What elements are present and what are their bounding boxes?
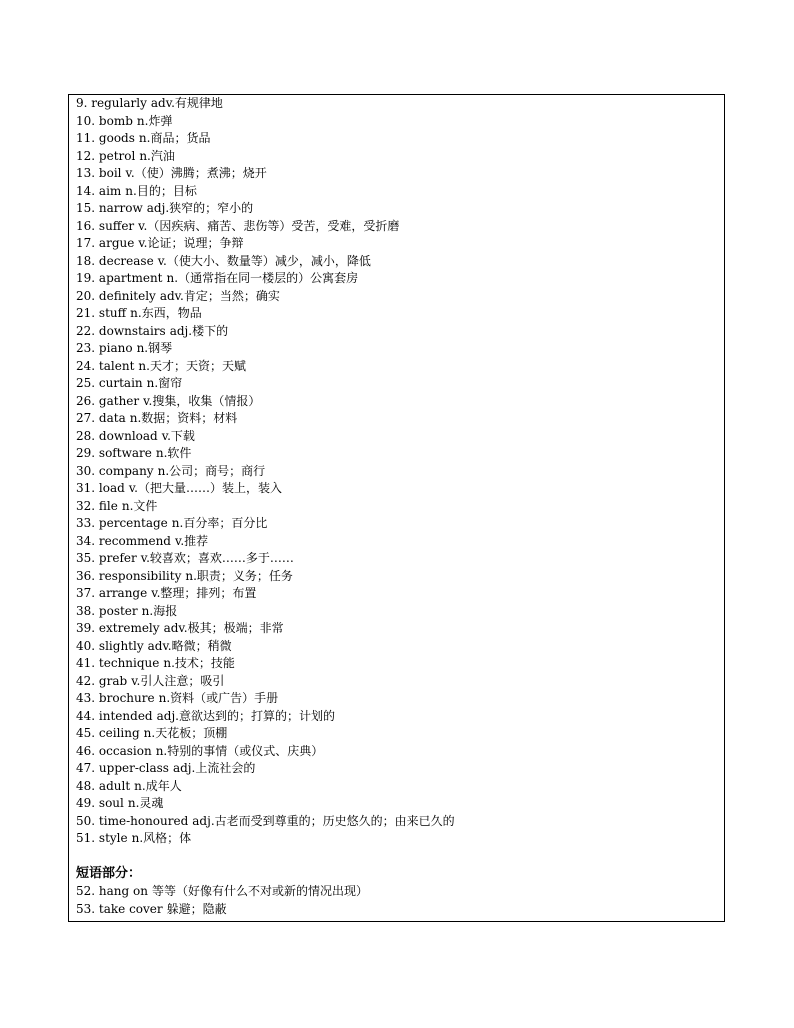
vocab-item-number: 16. — [76, 218, 96, 233]
vocab-item-definition: 文件 — [133, 498, 158, 513]
vocab-item-term: bomb — [98, 113, 133, 128]
vocab-item — [76, 323, 724, 341]
vocab-item — [76, 305, 724, 323]
vocab-item-part-of-speech: v. — [157, 253, 167, 268]
vocab-item-part-of-speech: n. — [139, 148, 151, 163]
vocab-item-term: curtain — [98, 376, 143, 390]
vocab-item-definition: 上流社会的 — [195, 761, 256, 775]
vocab-item-number: 45. — [76, 726, 96, 740]
phrases-section-title: 短语部分： — [76, 866, 142, 881]
vocab-item-definition: 天花板；顶棚 — [155, 726, 228, 740]
vocab-item-definition: 目的；目标 — [136, 183, 197, 198]
vocab-item-part-of-speech: adj. — [172, 761, 196, 775]
vocab-item-number: 33. — [76, 516, 96, 530]
vocabulary-list — [76, 95, 724, 848]
vocab-item-definition: 数据；资料；材料 — [141, 411, 238, 425]
phrase-item-term: take cover — [98, 901, 163, 916]
vocab-item-number: 17. — [76, 236, 96, 250]
vocab-item-part-of-speech: n. — [155, 743, 168, 758]
vocab-item-number: 36. — [76, 568, 96, 583]
vocab-item — [76, 533, 724, 551]
vocab-item-definition: 海报 — [153, 603, 178, 618]
vocab-item-term: goods — [98, 131, 135, 145]
vocab-item-part-of-speech: adv. — [163, 621, 188, 635]
vocab-item-part-of-speech: adj. — [156, 708, 179, 723]
vocab-item-number: 19. — [76, 271, 96, 285]
vocab-item-number: 11. — [76, 131, 96, 145]
vocab-item-number: 14. — [76, 183, 96, 198]
phrase-item-term: hang on — [98, 884, 148, 898]
vocab-item-number: 15. — [76, 201, 96, 215]
vocab-item-number: 51. — [76, 831, 96, 845]
vocab-item-definition: 意欲达到的；打算的；计划的 — [178, 708, 335, 723]
vocab-item-definition: 天才；天资；天赋 — [149, 358, 246, 373]
vocab-item-part-of-speech: v. — [128, 481, 138, 495]
vocab-item-term: soul — [98, 796, 124, 810]
vocab-item-number: 31. — [76, 481, 96, 495]
vocab-item-term: gather — [98, 393, 140, 408]
vocab-item-part-of-speech: v. — [140, 551, 150, 565]
vocab-item — [76, 498, 724, 516]
vocab-item-part-of-speech: v. — [151, 586, 161, 600]
vocab-item — [76, 760, 724, 778]
vocab-item-term: file — [98, 498, 118, 513]
vocab-item-term: grab — [98, 673, 128, 688]
vocab-item — [76, 165, 724, 183]
vocab-item-definition: 技术；技能 — [174, 656, 235, 670]
vocab-item-part-of-speech: adv. — [159, 288, 184, 303]
vocab-item — [76, 148, 724, 166]
vocab-item-definition: 推荐 — [184, 533, 209, 548]
vocab-item-number: 20. — [76, 288, 96, 303]
vocab-item-part-of-speech: n. — [157, 463, 170, 478]
phrase-item-number: 53. — [76, 901, 96, 916]
vocab-item — [76, 743, 724, 761]
vocab-item — [76, 130, 724, 148]
vocab-item-term: technique — [98, 656, 160, 670]
vocab-item-definition: （使）沸腾；煮沸；烧开 — [134, 166, 267, 180]
vocab-item-term: data — [98, 411, 126, 425]
vocab-item — [76, 200, 724, 218]
vocab-item-term: suffer — [98, 218, 135, 233]
vocab-item-definition: 百分率；百分比 — [183, 516, 268, 530]
vocab-item — [76, 515, 724, 533]
vocab-item-number: 50. — [76, 813, 96, 828]
section-gap — [76, 848, 724, 866]
vocab-item-definition: 较喜欢；喜欢……多于…… — [149, 551, 294, 565]
vocab-item-definition: 职责；义务；任务 — [196, 568, 293, 583]
vocab-item-number: 23. — [76, 341, 96, 355]
vocab-item-part-of-speech: n. — [136, 113, 149, 128]
vocab-item-definition: 略微；稍微 — [171, 638, 232, 653]
vocab-item — [76, 375, 724, 393]
vocab-item-part-of-speech: n. — [155, 446, 168, 460]
vocab-item — [76, 813, 724, 831]
vocab-item-part-of-speech: n. — [129, 411, 142, 425]
vocab-item-number: 47. — [76, 761, 96, 775]
vocab-item-number: 13. — [76, 166, 96, 180]
vocab-item-part-of-speech: n. — [127, 796, 140, 810]
vocab-item — [76, 358, 724, 376]
vocab-item-definition: 狭窄的；窄小的 — [169, 201, 254, 215]
vocab-item — [76, 183, 724, 201]
vocab-item-number: 44. — [76, 708, 96, 723]
vocab-item-part-of-speech: adj. — [169, 323, 193, 338]
vocab-item-term: apartment — [98, 271, 163, 285]
vocab-item-number: 27. — [76, 411, 96, 425]
phrase-item-definition: 等等（好像有什么不对或新的情况出现） — [151, 884, 368, 898]
phrase-item-number: 52. — [76, 884, 96, 898]
vocab-item-number: 12. — [76, 148, 96, 163]
vocabulary-list-box — [68, 94, 725, 922]
vocab-item-part-of-speech: n. — [143, 726, 156, 740]
vocab-item — [76, 690, 724, 708]
vocab-item-term: poster — [98, 603, 138, 618]
vocab-item-definition: （把大量……）装上，装入 — [138, 481, 283, 495]
vocab-item — [76, 655, 724, 673]
vocab-item-definition: （因疾病、痛苦、悲伤等）受苦，受难，受折磨 — [147, 218, 400, 233]
vocab-item-number: 21. — [76, 306, 96, 320]
vocab-item-definition: 有规律地 — [174, 96, 223, 110]
vocab-item-term: slightly — [98, 638, 144, 653]
vocab-item-term: percentage — [98, 516, 168, 530]
vocab-item-definition: 下载 — [170, 428, 195, 443]
vocab-item-term: style — [98, 831, 128, 845]
vocab-item-term: prefer — [98, 551, 137, 565]
vocab-item — [76, 585, 724, 603]
vocab-item-definition: 引人注意；吸引 — [140, 673, 225, 688]
vocab-item-definition: 特别的事情（或仪式、庆典） — [167, 743, 324, 758]
vocab-item — [76, 95, 724, 113]
vocab-item-number: 49. — [76, 796, 96, 810]
vocab-item-term: company — [98, 463, 154, 478]
vocab-item-definition: 楼下的 — [192, 323, 229, 338]
vocab-item-term: narrow — [98, 201, 143, 215]
vocab-item-part-of-speech: n. — [138, 131, 151, 145]
vocab-item-term: arrange — [98, 586, 148, 600]
vocab-item-number: 37. — [76, 586, 96, 600]
vocab-item-term: decrease — [98, 253, 154, 268]
vocab-item-part-of-speech: adj. — [146, 201, 170, 215]
vocab-item-number: 18. — [76, 253, 96, 268]
vocab-item-part-of-speech: n. — [171, 516, 184, 530]
vocab-item — [76, 568, 724, 586]
vocab-item-number: 29. — [76, 446, 96, 460]
vocab-item-term: downstairs — [98, 323, 166, 338]
vocab-item-definition: 东西，物品 — [141, 306, 202, 320]
phrases-list — [76, 883, 724, 918]
vocab-item-number: 30. — [76, 463, 96, 478]
vocab-item-number: 39. — [76, 621, 96, 635]
vocab-item-number: 28. — [76, 428, 96, 443]
vocab-item-number: 26. — [76, 393, 96, 408]
vocab-item — [76, 113, 724, 131]
vocab-item-number: 34. — [76, 533, 96, 548]
vocab-item-part-of-speech: v. — [143, 393, 153, 408]
vocab-item — [76, 445, 724, 463]
vocab-item — [76, 830, 724, 848]
vocab-item — [76, 673, 724, 691]
vocab-item — [76, 235, 724, 253]
vocab-item-term: intended — [98, 708, 153, 723]
vocab-item-term: ceiling — [98, 726, 140, 740]
vocab-item-part-of-speech: n. — [138, 358, 150, 373]
vocab-item-part-of-speech: n. — [163, 656, 175, 670]
vocab-item-definition: 极其；极端；非常 — [187, 621, 284, 635]
vocab-item — [76, 340, 724, 358]
vocab-item — [76, 603, 724, 621]
vocab-item-term: download — [98, 428, 158, 443]
vocab-item-part-of-speech: n. — [185, 568, 197, 583]
vocab-item-part-of-speech: n. — [131, 831, 144, 845]
vocab-item-number: 46. — [76, 743, 96, 758]
vocab-item-part-of-speech: n. — [166, 271, 179, 285]
vocab-item — [76, 270, 724, 288]
vocab-item-term: brochure — [98, 691, 155, 705]
vocab-item-term: time-honoured — [98, 813, 189, 828]
vocab-item-part-of-speech: n. — [141, 603, 154, 618]
vocab-item-part-of-speech: n. — [134, 778, 146, 793]
vocab-item-definition: 炸弹 — [148, 113, 173, 128]
vocab-item-definition: 钢琴 — [148, 341, 173, 355]
vocab-item-term: load — [98, 481, 125, 495]
vocab-item-number: 38. — [76, 603, 96, 618]
vocab-item — [76, 428, 724, 446]
vocab-item — [76, 480, 724, 498]
vocab-item-term: extremely — [98, 621, 160, 635]
vocab-item-definition: 汽油 — [150, 148, 175, 163]
vocab-item — [76, 463, 724, 481]
vocab-item-part-of-speech: v. — [138, 218, 148, 233]
vocab-item — [76, 410, 724, 428]
vocab-item-term: adult — [98, 778, 131, 793]
vocab-item — [76, 725, 724, 743]
vocab-item-part-of-speech: adj. — [192, 813, 215, 828]
vocab-item-part-of-speech: v. — [174, 533, 185, 548]
vocab-item-part-of-speech: v. — [125, 166, 135, 180]
vocab-item-part-of-speech: n. — [136, 341, 149, 355]
vocab-item-term: stuff — [98, 306, 127, 320]
vocab-item-number: 42. — [76, 673, 96, 688]
vocab-item-number: 35. — [76, 551, 96, 565]
vocab-item-part-of-speech: v. — [131, 673, 141, 688]
vocab-item — [76, 253, 724, 271]
vocab-item-term: recommend — [98, 533, 171, 548]
vocab-item — [76, 288, 724, 306]
vocab-item-part-of-speech: n. — [130, 306, 142, 320]
vocab-item-number: 9. — [76, 96, 88, 110]
phrase-item — [76, 883, 724, 901]
vocab-item-definition: （通常指在同一楼层的）公寓套房 — [178, 271, 359, 285]
vocab-item — [76, 620, 724, 638]
vocab-item-definition: 窗帘 — [158, 376, 183, 390]
vocab-item-number: 22. — [76, 323, 96, 338]
vocab-item-term: responsibility — [98, 568, 182, 583]
vocab-item — [76, 638, 724, 656]
vocab-item-number: 25. — [76, 376, 96, 390]
vocab-item-term: definitely — [98, 288, 156, 303]
vocab-item-part-of-speech: adv. — [150, 96, 175, 110]
vocab-item-definition: 论证；说理；争辩 — [147, 236, 244, 250]
vocab-item-number: 40. — [76, 638, 96, 653]
vocab-item-definition: 肯定；当然；确实 — [183, 288, 280, 303]
vocab-item — [76, 550, 724, 568]
vocab-item — [76, 393, 724, 411]
vocab-item-term: boil — [98, 166, 122, 180]
vocab-item-part-of-speech: n. — [121, 498, 134, 513]
vocab-item-definition: 资料（或广告）手册 — [170, 691, 279, 705]
vocab-item-definition: 风格；体 — [143, 831, 192, 845]
vocab-item-definition: 商品；货品 — [150, 131, 211, 145]
vocab-item-term: regularly — [91, 96, 147, 110]
vocab-item-number: 10. — [76, 113, 96, 128]
vocab-item-part-of-speech: n. — [125, 183, 137, 198]
vocab-item-definition: 成年人 — [145, 778, 182, 793]
vocab-item-part-of-speech: n. — [146, 376, 159, 390]
vocab-item-part-of-speech: v. — [161, 428, 171, 443]
vocab-item-term: talent — [98, 358, 135, 373]
vocab-item-definition: 古老而受到尊重的；历史悠久的；由来已久的 — [214, 813, 455, 828]
vocab-item — [76, 218, 724, 236]
vocab-item-definition: 公司；商号；商行 — [169, 463, 266, 478]
vocab-item-part-of-speech: n. — [158, 691, 171, 705]
vocab-item-term: aim — [98, 183, 122, 198]
vocab-item-definition: 搜集，收集（情报） — [152, 393, 261, 408]
vocab-item-number: 32. — [76, 498, 96, 513]
phrase-item-definition: 躲避；隐蔽 — [166, 901, 227, 916]
vocab-item-part-of-speech: adv. — [147, 638, 172, 653]
vocab-item-term: occasion — [98, 743, 152, 758]
vocab-item-term: petrol — [98, 148, 136, 163]
vocab-item-term: argue — [98, 236, 135, 250]
vocab-item-definition: 整理；排列；布置 — [160, 586, 257, 600]
vocab-item-definition: 软件 — [167, 446, 192, 460]
phrase-item — [76, 901, 724, 919]
vocab-item-term: software — [98, 446, 152, 460]
vocab-item-number: 48. — [76, 778, 96, 793]
vocab-item — [76, 778, 724, 796]
vocab-item-term: upper-class — [98, 761, 169, 775]
vocab-item — [76, 795, 724, 813]
vocab-item-number: 43. — [76, 691, 96, 705]
vocab-item-number: 24. — [76, 358, 96, 373]
vocab-item-definition: （使大小、数量等）减少，减小，降低 — [166, 253, 371, 268]
vocab-item-term: piano — [98, 341, 133, 355]
vocab-item-number: 41. — [76, 656, 96, 670]
vocab-item — [76, 708, 724, 726]
vocab-item-part-of-speech: v. — [138, 236, 148, 250]
vocab-item-definition: 灵魂 — [139, 796, 164, 810]
